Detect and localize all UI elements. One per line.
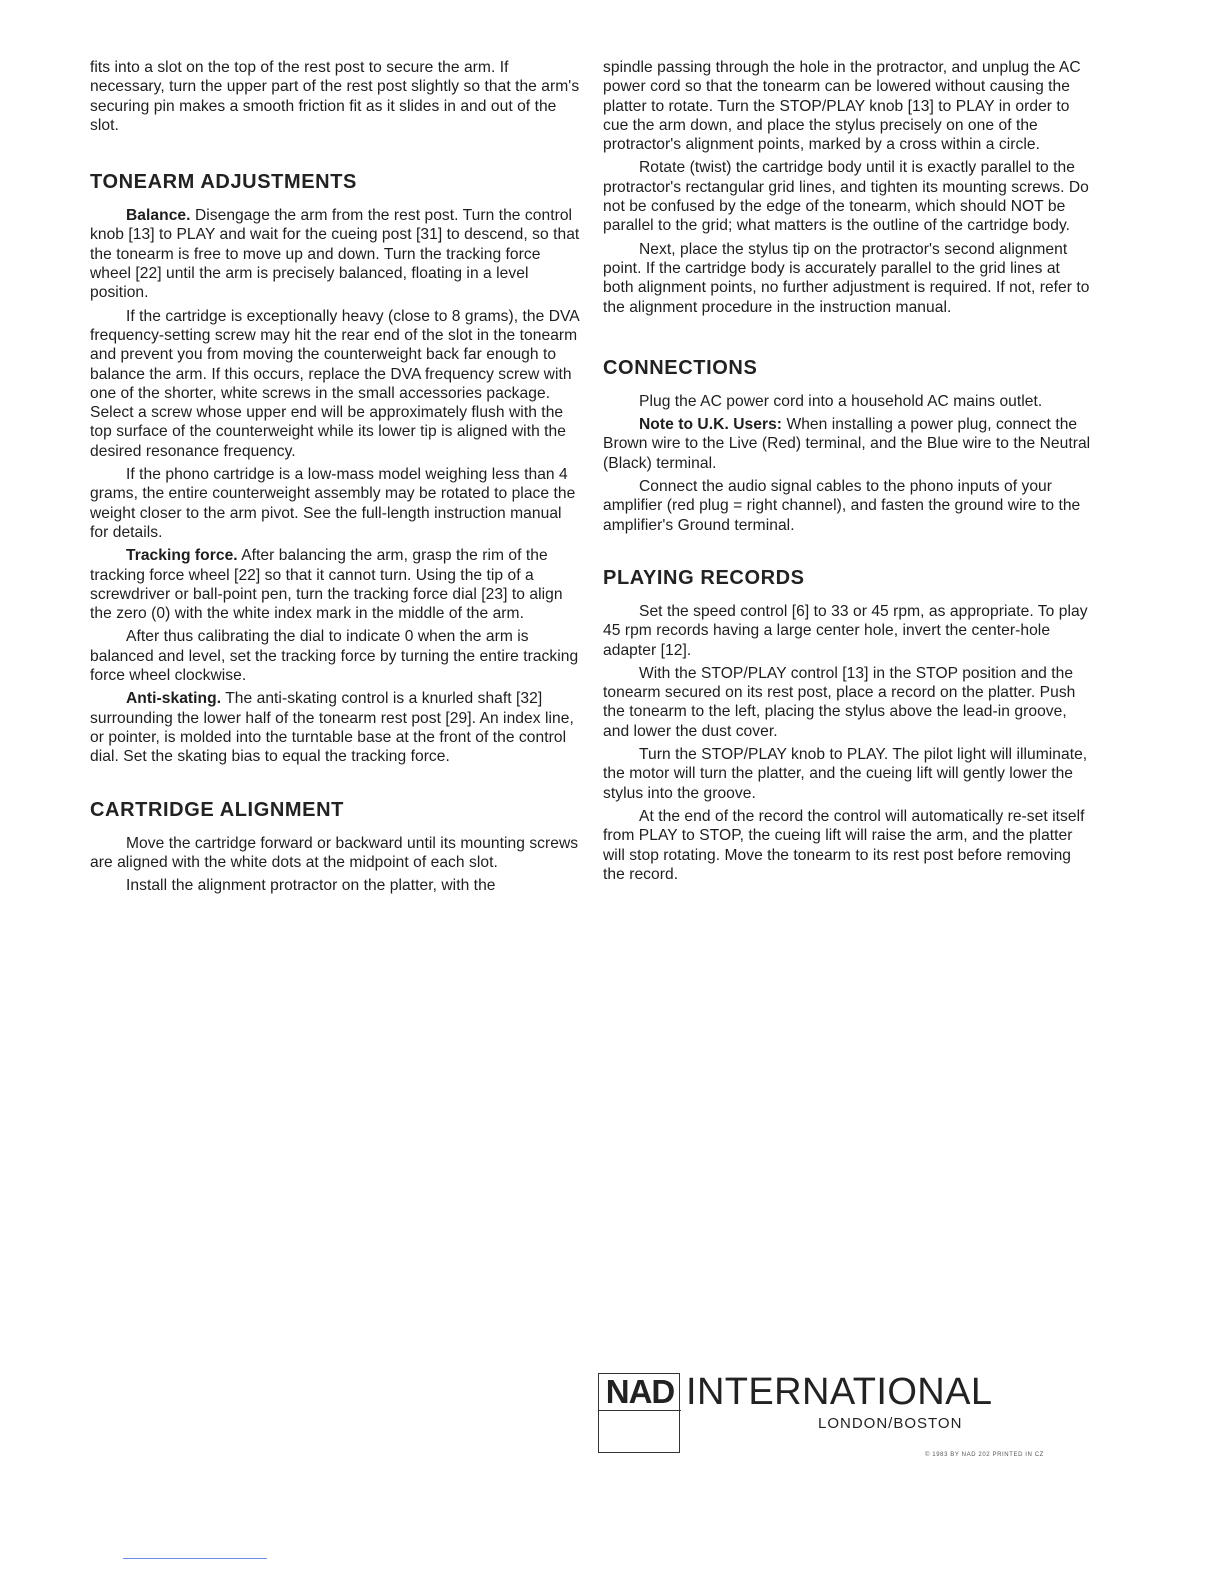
tracking-label: Tracking force. [126,547,238,565]
cartridge-paragraph-1: Move the cartridge forward or backward until its mounting screws are aligned with the white dots at the midpoint of each slot. [90,834,579,871]
logo-cities: LONDON/BOSTON [818,1415,963,1432]
power-paragraph: Plug the AC power cord into a household AC mains outlet. [639,392,1043,410]
anti-skating-text: The anti-skating control is a knurled shaft [32] surrounding the lower half of the tonearm rest post [29]. An index line, or pointer, is molded into the turntable base at the front of the control dial. Set the skating bias to equal the tracking force. [90,690,574,766]
tracking-paragraph [90,546,582,623]
uk-note-text: When installing a power plug, connect the Brown wire to the Live (Red) terminal, and the Blue wire to the Neutral (Black) terminal. [603,416,1091,472]
uk-note-label: Note to U.K. Users: [639,416,783,434]
playing-heading: PLAYING RECORDS [603,566,805,589]
divider-line [123,1558,267,1559]
logo-box [598,1373,680,1453]
end-record-paragraph: At the end of the record the control will automatically re-set itself from PLAY to STOP, the cueing lift will raise the arm, and the platter will stop rotating. Move the tonearm to its rest post before removing the record. [603,807,1085,883]
audio-cables-paragraph: Connect the audio signal cables to the phono inputs of your amplifier (red plug = right channel), and fasten the ground wire to the amplifier's Ground terminal. [603,478,1081,534]
balance-text: Disengage the arm from the rest post. Turn the control knob [13] to PLAY and wait for the cueing post [31] to descend, so that the tonearm is free to move up and down. Turn the tracking force wheel [22] until the arm is precisely balanced, floating in a level position. [90,207,580,302]
left-column [90,58,582,899]
anti-skating-paragraph [90,689,582,766]
calibrate-paragraph: After thus calibrating the dial to indicate 0 when the arm is balanced and level, set the tracking force by turning the entire tracking force wheel clockwise. [90,628,579,685]
print-note: © 1983 BY NAD 202 PRINTED IN CZ [925,1452,1044,1458]
balance-label: Balance. [126,207,191,225]
play-paragraph: Turn the STOP/PLAY knob to PLAY. The pilot light will illuminate, the motor will turn the platter, and the cueing lift will gently lower the stylus into the groove. [603,746,1088,802]
low-mass-paragraph: If the phono cartridge is a low-mass model weighing less than 4 grams, the entire counterweight assembly may be rotated to place the weight closer to the arm pivot. See the full-length instruction manual for details. [90,466,576,541]
speed-paragraph: Set the speed control [6] to 33 or 45 rpm, as appropriate. To play 45 rpm records having a large center hole, invert the center-hole adapter [12]. [603,602,1088,659]
place-record-paragraph: With the STOP/PLAY control [13] in the STOP position and the tonearm secured on its rest post, place a record on the platter. Push the tonearm to the left, placing the stylus above the lead-in groove, and lower the dust cover. [603,664,1076,740]
tonearm-heading: TONEARM ADJUSTMENTS [90,171,357,194]
nad-logo [598,1373,1078,1455]
cartridge-heading: CARTRIDGE ALIGNMENT [90,798,344,821]
intro-paragraph: fits into a slot on the top of the rest post to secure the arm. If necessary, turn the upper part of the rest post slightly so that the arm's securing pin makes a smooth friction fit as it slides in and out of the slot. [90,59,580,134]
heavy-cartridge-paragraph: If the cartridge is exceptionally heavy (close to 8 grams), the DVA frequency-setting screw may hit the rear end of the slot in the tonearm and prevent you from moving the counterweight back far enough to balance the arm. If this occurs, replace the DVA frequency screw with one of the shorter, white screws in the small accessories package. Select a screw whose upper end will be approximately flush with the top surface of the counterweight while its lower tip is aligned with the desired resonance frequency. [90,307,579,460]
anti-skating-label: Anti-skating. [126,690,222,708]
logo-brand: NAD [599,1374,681,1411]
rotate-paragraph: Rotate (twist) the cartridge body until it is exactly parallel to the protractor's rectangular grid lines, and tighten its mounting screws. Do not be confused by the edge of the tonearm, which should NOT be parallel to the grid; what matters is the outline of the cartridge body. [603,159,1089,235]
uk-note-paragraph [603,415,1093,473]
right-column [603,58,1093,888]
next-paragraph: Next, place the stylus tip on the protractor's second alignment point. If the cartridge body is accurately parallel to the grid lines at both alignment points, no further adjustment is required. If not, refer to the alignment procedure in the instruction manual. [603,240,1090,316]
logo-company: INTERNATIONAL [686,1371,993,1413]
tracking-text: After balancing the arm, grasp the rim of the tracking force wheel [22] so that it cannot turn. Using the tip of a screwdriver or ball-point pen, turn the tracking force dial [23] to align the zero (0) with the white index mark in the middle of the arm. [90,547,563,623]
cartridge-paragraph-2: Install the alignment protractor on the platter, with the [126,877,496,895]
balance-paragraph [90,206,582,302]
protractor-paragraph: spindle passing through the hole in the protractor, and unplug the AC power cord so that the tonearm can be lowered without causing the platter to rotate. Turn the STOP/PLAY knob [13] to PLAY in order to cue the arm down, and place the stylus precisely on one of the protractor's alignment points, marked by a cross within a circle. [603,59,1081,154]
connections-heading: CONNECTIONS [603,356,758,379]
